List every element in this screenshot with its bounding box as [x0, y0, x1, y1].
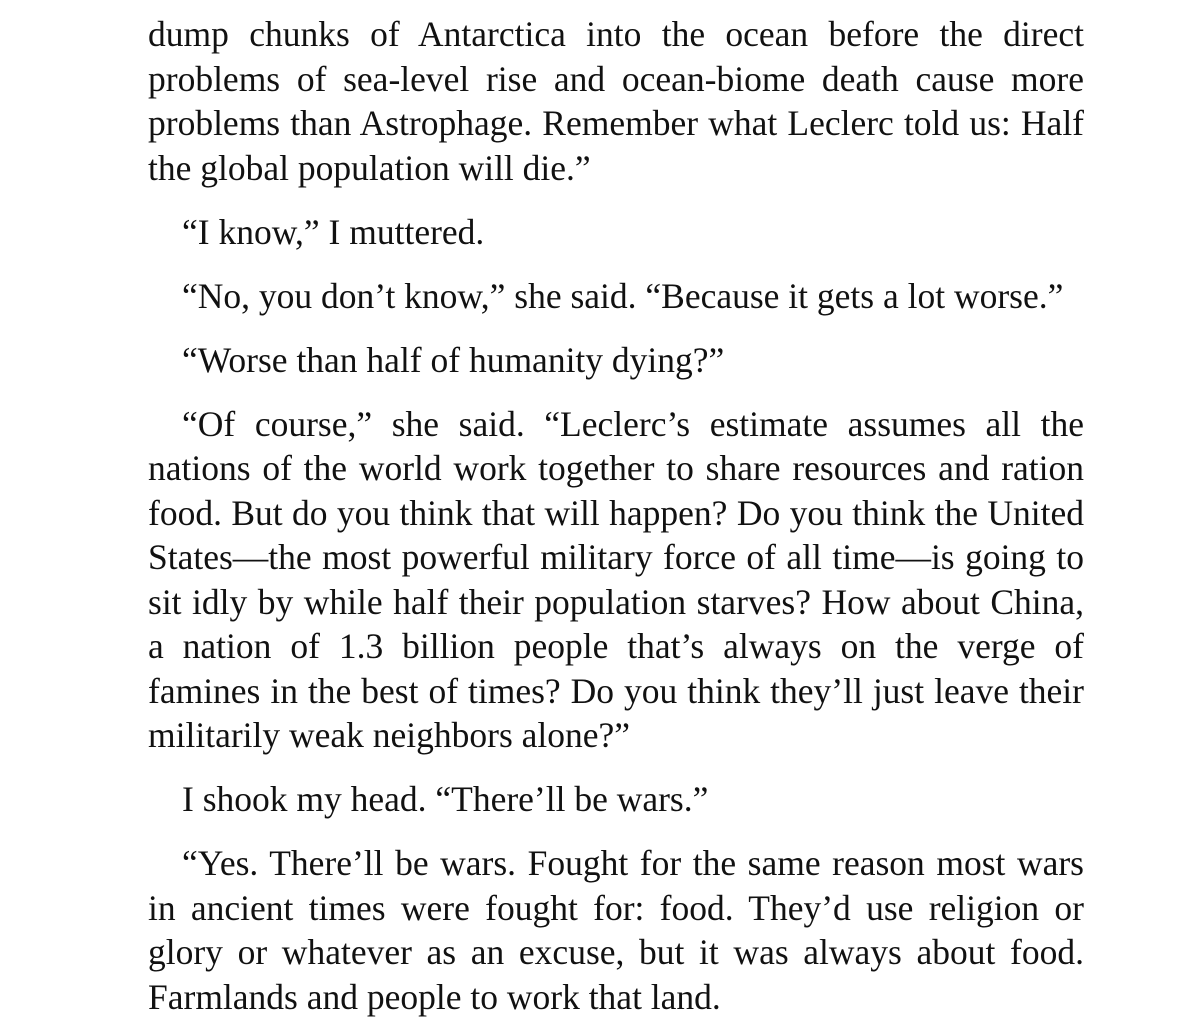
paragraph-shook-head: I shook my head. “There’ll be wars.” [182, 779, 709, 819]
paragraph-of-course: “Of course,” she said. “Leclerc’s estimate assumes all the nations of the world work together to share resources and ration food. But do you think that will happen? Do you think the United States—the most powerful military force of all time—is going to sit idly by while half their population starves? How about China, a nation of 1.3 billion people that’s always on the verge of famines in the best of times? Do you think they’ll just leave their militarily weak neighbors alone?” [148, 403, 1084, 755]
paragraph-yes-wars: “Yes. There’ll be wars. Fought for the same reason most wars in ancient times were fought for: food. They’d use religion or glory or whatever as an excuse, but it was always about food. Farmlands and people to work that land. [148, 843, 1084, 1017]
paragraph-worse-than-half: “Worse than half of humanity dying?” [182, 339, 725, 380]
paragraph-continuation: dump chunks of Antarctica into the ocean before the direct problems of sea-level rise and ocean-biome death cause more problems than Astrophage. Remember what Leclerc told us: Half the global population will die.” [148, 14, 1084, 188]
paragraph-no-you-dont-know: “No, you don’t know,” she said. “Because it gets a lot worse.” [182, 275, 1064, 316]
book-page [148, 12, 1084, 1019]
paragraph-i-know: “I know,” I muttered. [182, 211, 485, 252]
